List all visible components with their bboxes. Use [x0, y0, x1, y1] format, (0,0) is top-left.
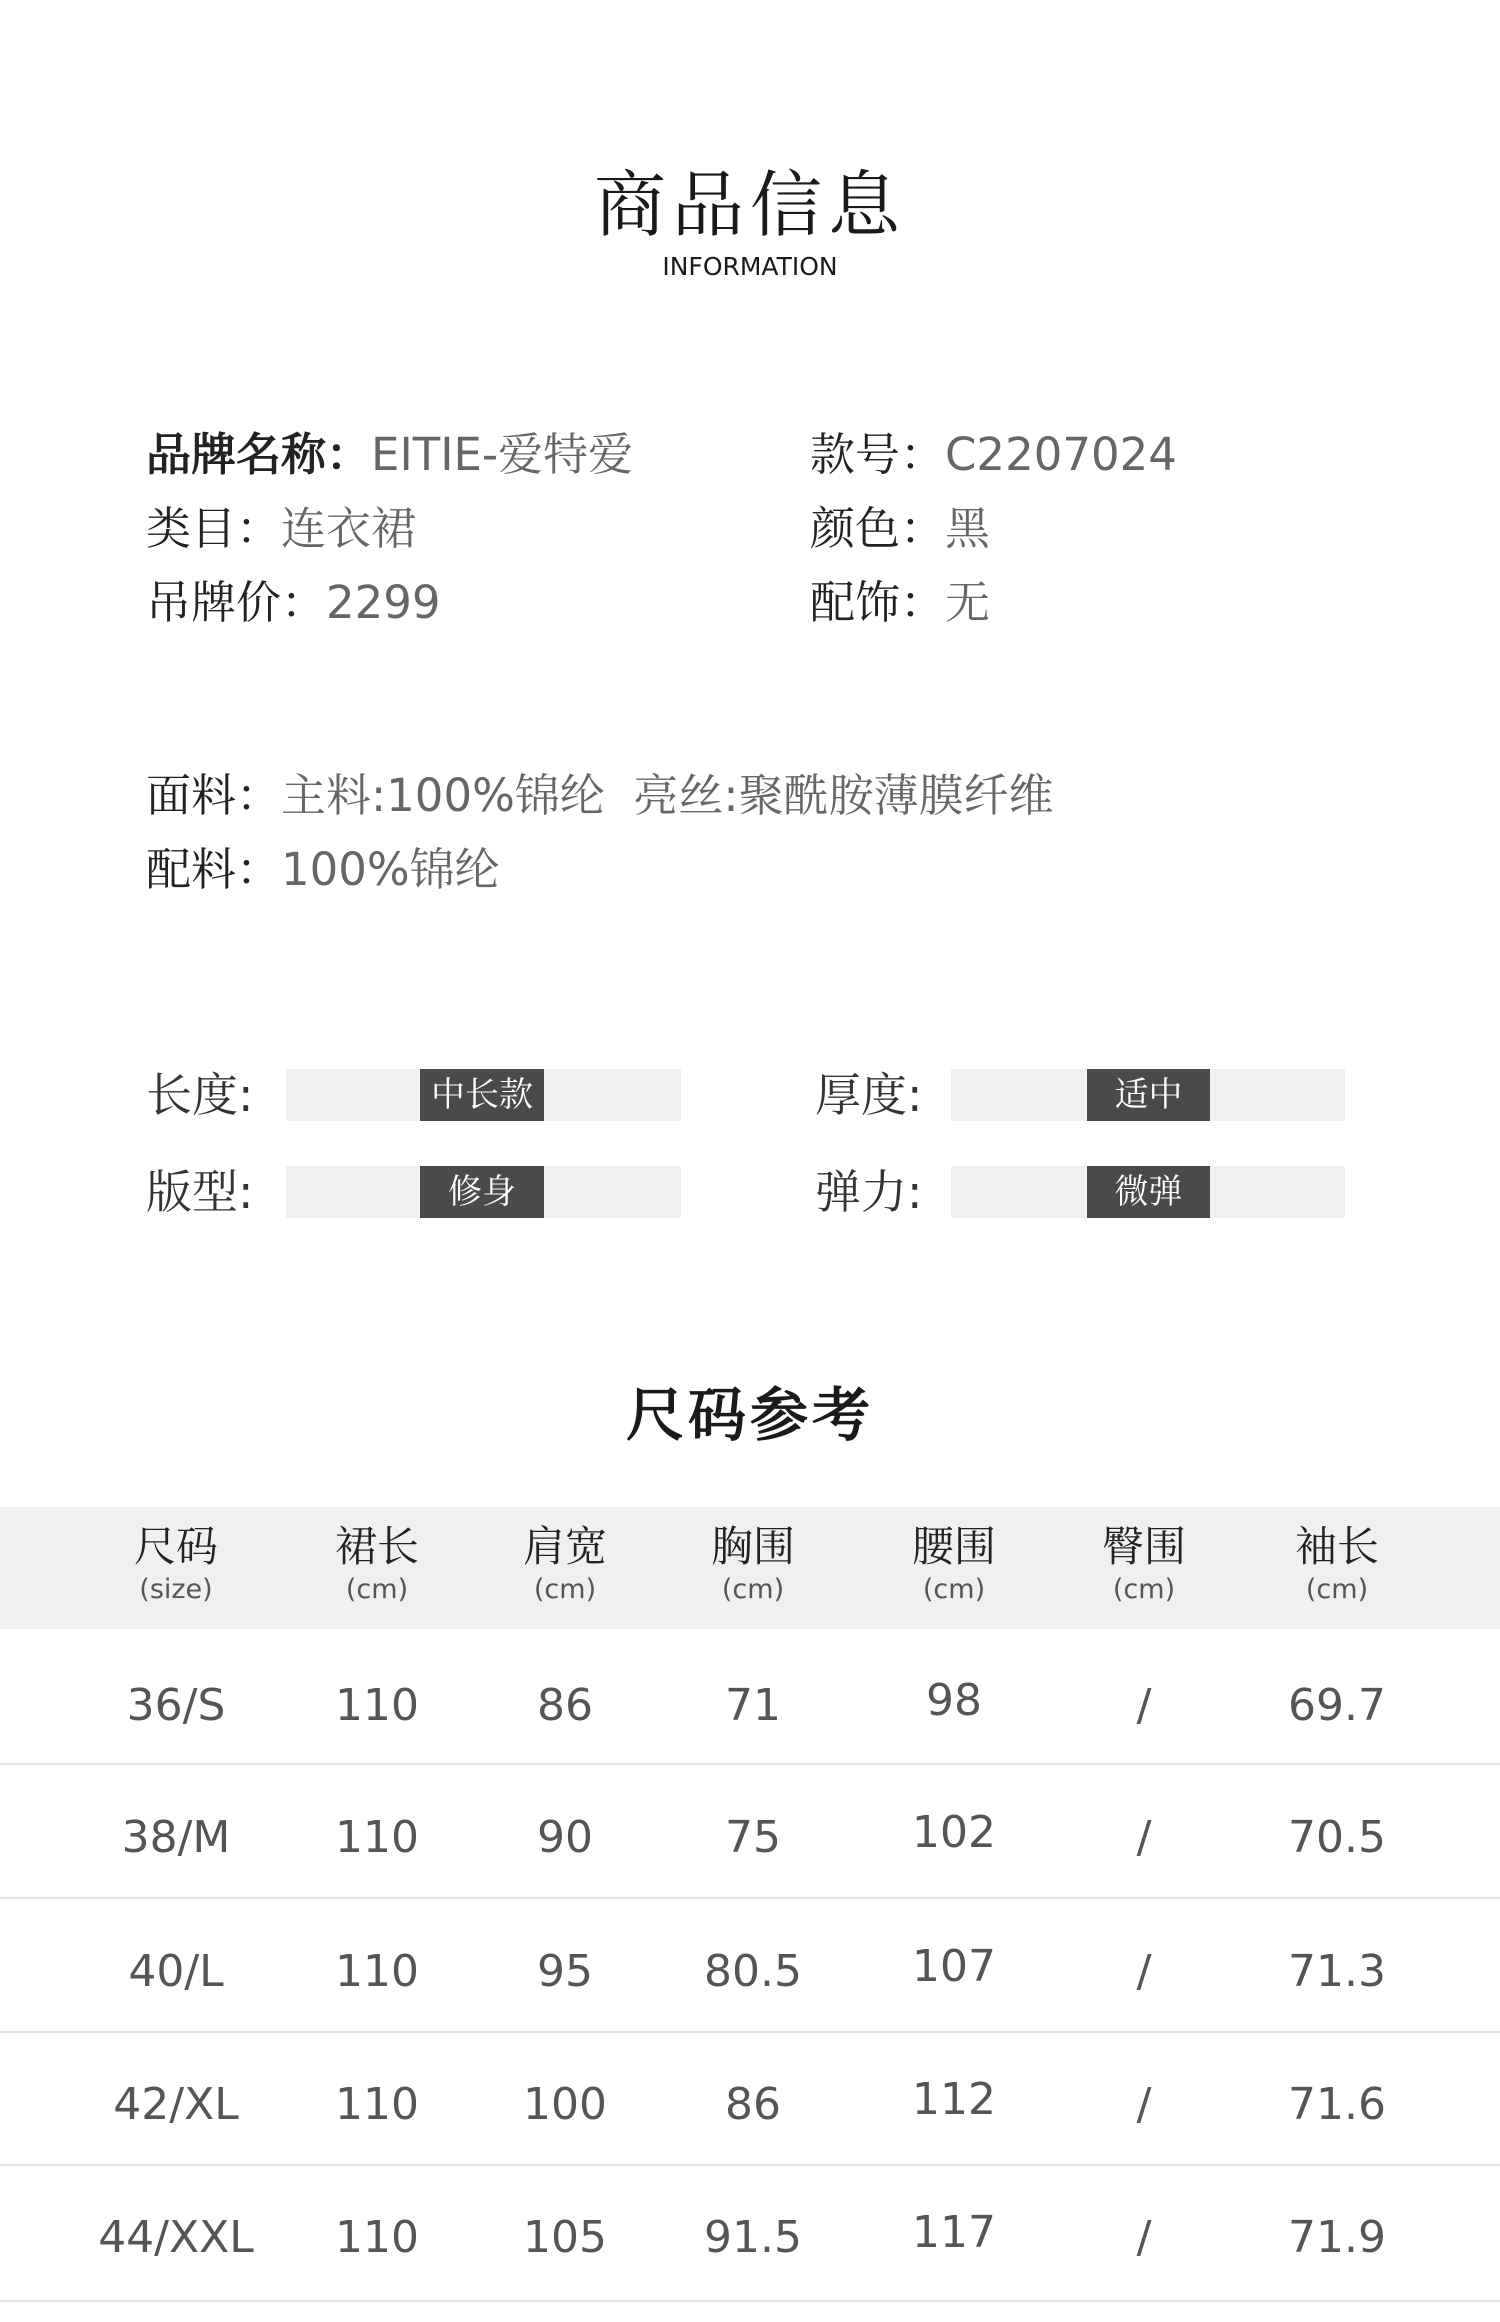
table-cell: 110 [335, 1680, 419, 1731]
table-cell: 69.7 [1288, 1680, 1386, 1731]
column-unit: (cm) [533, 1574, 597, 1605]
column-unit: (cm) [721, 1574, 785, 1605]
row-divider [0, 2300, 1500, 2302]
row-divider [0, 1897, 1500, 1899]
column-name: 尺码 [133, 1522, 218, 1571]
table-cell: 70.5 [1288, 1812, 1386, 1863]
brand-label: 品牌名称： [146, 428, 372, 481]
column-unit: (cm) [922, 1574, 986, 1605]
table-cell: / [1136, 2079, 1152, 2130]
table-cell: / [1136, 1680, 1152, 1731]
table-cell: 105 [523, 2212, 607, 2263]
column-unit: (cm) [1305, 1574, 1369, 1605]
column-name: 腰围 [911, 1522, 996, 1571]
table-cell: 71.3 [1288, 1946, 1386, 1997]
column-header-sleeve [1257, 1520, 1417, 1606]
table-cell: 75 [725, 1812, 781, 1863]
table-cell: 107 [912, 1941, 996, 1992]
column-unit: (cm) [345, 1574, 409, 1605]
column-unit: (cm) [1112, 1574, 1176, 1605]
page-subtitle: INFORMATION [662, 252, 838, 281]
category-label: 类目： [146, 502, 282, 555]
thickness-label: 厚度: [815, 1068, 923, 1122]
price-label: 吊牌价： [146, 576, 327, 629]
table-cell: 71.6 [1288, 2079, 1386, 2130]
table-cell: / [1136, 2212, 1152, 2263]
table-cell: / [1136, 1946, 1152, 1997]
brand-row [146, 425, 633, 485]
table-cell: 42/XL [113, 2079, 239, 2130]
table-cell: 112 [912, 2074, 996, 2125]
style-value: C2207024 [945, 428, 1177, 481]
table-cell: / [1136, 1812, 1152, 1863]
size-chart-title: 尺码参考 [625, 1381, 874, 1449]
table-cell: 110 [335, 2079, 419, 2130]
table-cell: 71.9 [1288, 2212, 1386, 2263]
row-divider [0, 2164, 1500, 2166]
price-row [146, 573, 441, 633]
table-cell: 110 [335, 1946, 419, 1997]
fit-label: 版型: [146, 1165, 254, 1219]
elasticity-tag: 微弹 [1087, 1166, 1210, 1218]
column-header-chest [673, 1520, 833, 1606]
color-row [810, 499, 990, 559]
table-cell: 36/S [126, 1680, 226, 1731]
fabric-main-row [146, 766, 1054, 826]
style-label: 款号： [810, 428, 946, 481]
column-name: 裙长 [334, 1522, 419, 1571]
page-title: 商品信息 [593, 163, 906, 247]
table-cell: 40/L [128, 1946, 224, 1997]
thickness-tag: 适中 [1087, 1069, 1210, 1121]
table-cell: 100 [523, 2079, 607, 2130]
column-name: 臀围 [1101, 1522, 1186, 1571]
table-cell: 86 [537, 1680, 593, 1731]
table-cell: 71 [725, 1680, 781, 1731]
price-value: 2299 [326, 576, 441, 629]
table-cell: 38/M [121, 1812, 231, 1863]
column-name: 袖长 [1294, 1522, 1379, 1571]
table-cell: 86 [725, 2079, 781, 2130]
column-header-waist [874, 1520, 1034, 1606]
table-cell: 95 [537, 1946, 593, 1997]
column-name: 肩宽 [522, 1522, 607, 1571]
length-label: 长度: [146, 1068, 254, 1122]
column-unit: (size) [139, 1574, 213, 1605]
column-header-hip [1064, 1520, 1224, 1606]
column-header-size [96, 1520, 256, 1606]
category-value: 连衣裙 [281, 502, 417, 555]
fabric-lining-label: 配料： [146, 843, 282, 896]
category-row [146, 499, 416, 559]
style-row [810, 425, 1177, 485]
table-cell: 110 [335, 2212, 419, 2263]
table-cell: 44/XXL [98, 2212, 254, 2263]
accessory-row [810, 573, 990, 633]
fabric-main-label: 面料： [146, 769, 282, 822]
row-divider [0, 1763, 1500, 1765]
fabric-main-value: 主料:100%锦纶 亮丝:聚酰胺薄膜纤维 [281, 769, 1054, 822]
elasticity-label: 弹力: [815, 1165, 923, 1219]
table-cell: 117 [912, 2207, 996, 2258]
column-name: 胸围 [710, 1522, 795, 1571]
column-header-shoulder [485, 1520, 645, 1606]
table-cell: 98 [926, 1675, 982, 1726]
table-cell: 90 [537, 1812, 593, 1863]
fabric-lining-row [146, 840, 500, 900]
color-label: 颜色： [810, 502, 946, 555]
accessory-label: 配饰： [810, 576, 946, 629]
table-cell: 91.5 [704, 2212, 802, 2263]
row-divider [0, 2031, 1500, 2033]
table-cell: 80.5 [704, 1946, 802, 1997]
accessory-value: 无 [945, 576, 991, 629]
fit-tag: 修身 [420, 1166, 544, 1218]
column-header-dress-length [297, 1520, 457, 1606]
table-cell: 110 [335, 1812, 419, 1863]
table-cell: 102 [912, 1807, 996, 1858]
brand-value: EITIE-爱特爱 [371, 428, 634, 481]
length-tag: 中长款 [420, 1069, 544, 1121]
fabric-lining-value: 100%锦纶 [281, 843, 500, 896]
color-value: 黑 [945, 502, 991, 555]
